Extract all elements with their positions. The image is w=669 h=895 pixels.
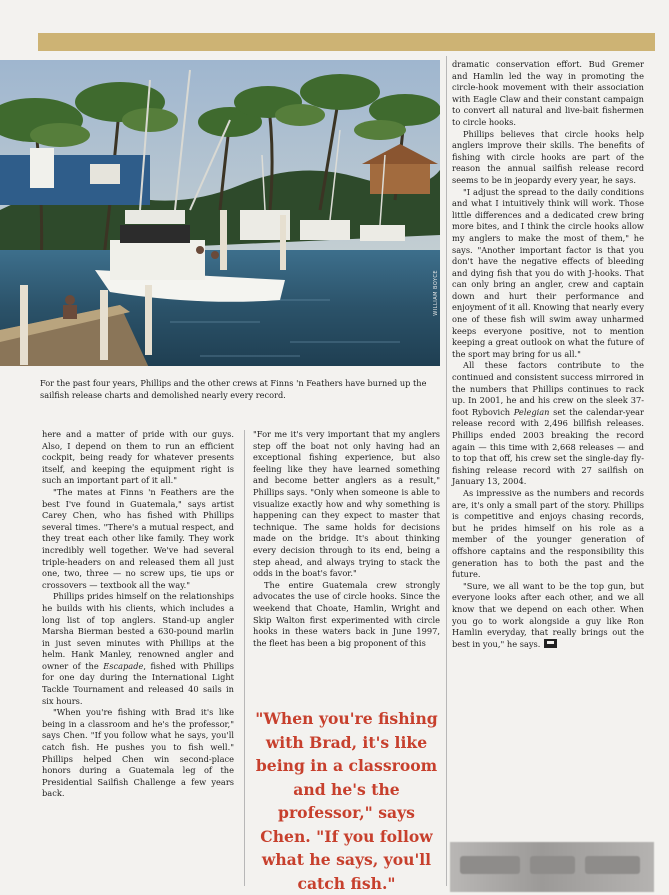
paragraph	[452, 360, 644, 488]
marina-illustration	[0, 60, 440, 366]
paragraph: "The mates at Finns 'n Feathers are the best I've found in Guatemala," says artist Carey Chen, who has fished with Phillips several times. "There's a mutual respect, and they treat each other like family. They work incredibly well together. We've had several triple-headers on and released them all just one, two, three — no screw ups, tie ups or crossovers — textbook all the way."	[42, 486, 234, 590]
paragraph	[42, 591, 234, 707]
paragraph-text: set the calendar-year release record with 2,496 billfish releases. Phillips ended 2003 breaking the record again — this time with 2,668 releases — and to top that off, his crew set the single-day fly-fishing release record with 27 sailfish on January 13, 2004.	[452, 406, 644, 487]
header-accent-bar	[38, 33, 655, 51]
paragraph: The entire Guatemala crew strongly advocates the use of circle hooks. Since the weekend that Choate, Hamlin, Wright and Skip Walton first experimented with circle hooks in these waters back in June 1997, the fleet has been a big proponent of this	[253, 579, 440, 648]
paragraph-text: All these factors contribute to the continued and consistent success mirrored in the numbers that Phillips continues to rack up. In 2001, he and his crew on the sleek 37-foot Rybovich	[452, 360, 644, 417]
paragraph: As impressive as the numbers and records are, it's only a small part of the story. Phillips is competitive and enjoys chasing records, but he prides himself on his role as a member of the younger generation of offshore captains and the responsibility this generation has to both the past and the future.	[452, 487, 644, 580]
article-column-1	[42, 429, 234, 800]
column-divider	[244, 430, 245, 886]
end-of-story-icon	[544, 639, 557, 648]
photo-caption: For the past four years, Phillips and the other crews at Finns 'n Feathers have burned up the sailfish release charts and demolished nearly every record.	[40, 378, 427, 400]
marina-photo	[0, 60, 440, 366]
boat-name: Pelegian	[513, 406, 550, 417]
photo-credit: WILLIAM BOYCE	[433, 270, 439, 316]
paragraph	[452, 581, 644, 651]
paragraph-text: "Sure, we all want to be the top gun, but everyone looks after each other, and we all know that we depend on each other. When you go to work alongside a guy like Ron Hamlin everyday, that really brings out the best in you," he says.	[452, 580, 644, 649]
blurred-advertisement	[450, 842, 654, 892]
paragraph: here and a matter of pride with our guys. Also, I depend on them to run an efficient cockpit, being ready for whatever presents itself, and keeping the equipment right is such an important part of it all."	[42, 429, 234, 486]
paragraph-text: , fished with Phillips for one day during the International Light Tackle Tournament and released 40 sails in six hours.	[42, 660, 234, 706]
paragraph-text: Phillips prides himself on the relationships he builds with his clients, which includes a long list of top anglers. Stand-up angler Marsha Bierman bested a 630-pound marlin in just seven minutes with Phillips at the helm. Hank Manley, renowned angler and owner of the	[42, 591, 234, 671]
paragraph: "For me it's very important that my anglers step off the boat not only having had an exceptional fishing experience, but also feeling like they have learned something and become better anglers as a result," Phillips says. "Only when someone is able to visualize exactly how and why something is happening can they expect to master that technique. The same holds for decisions made on the bridge. It's about thinking every decision through to its end, being a step ahead, and always trying to stack the odds in the boat's favor."	[253, 429, 440, 579]
article-column-2	[253, 429, 440, 649]
paragraph: "I adjust the spread to the daily conditions and what I intuitively think will work. Those little differences and a dedicated crew bring more bites, and I think the circle hooks allow my anglers to make the most of them," he says. "Another important factor is that you don't have the negative effects of bleeding and dying fish that you do with J-hooks. That can only bring an angler, crew and captain down and hurt their performance and enjoyment of it all. Knowing that nearly every one of these fish will swim away unharmed keeps everyone positive, not to mention keeping a great outlook on what the future of the sport may bring for us all."	[452, 186, 644, 359]
article-column-3	[452, 59, 644, 650]
paragraph: "When you're fishing with Brad it's like being in a classroom and he's the professor," says Chen. "If you follow what he says, you'll catch fish. He pushes you to fish well." Phillips helped Chen win second-place honors during a Guatemala leg of the Presidential Sailfish Challenge a few years back.	[42, 707, 234, 799]
column-divider	[446, 56, 447, 886]
paragraph: Phillips believes that circle hooks help anglers improve their skills. The benefits of fishing with circle hooks are part of the reason the annual sailfish release record seems to be in jeopardy every year, he says.	[452, 128, 644, 185]
pull-quote: "When you're fishing with Brad, it's like being in a classroom and he's the professor," says Chen. "If you follow what he says, you'll catch fish."	[255, 709, 438, 893]
paragraph: dramatic conservation effort. Bud Gremer and Hamlin led the way in promoting the circle-hook movement with their association with Eagle Claw and their constant campaign to convert all natural and live-bait fishermen to circle hooks.	[452, 59, 644, 127]
boat-name: Escapade	[103, 660, 144, 671]
